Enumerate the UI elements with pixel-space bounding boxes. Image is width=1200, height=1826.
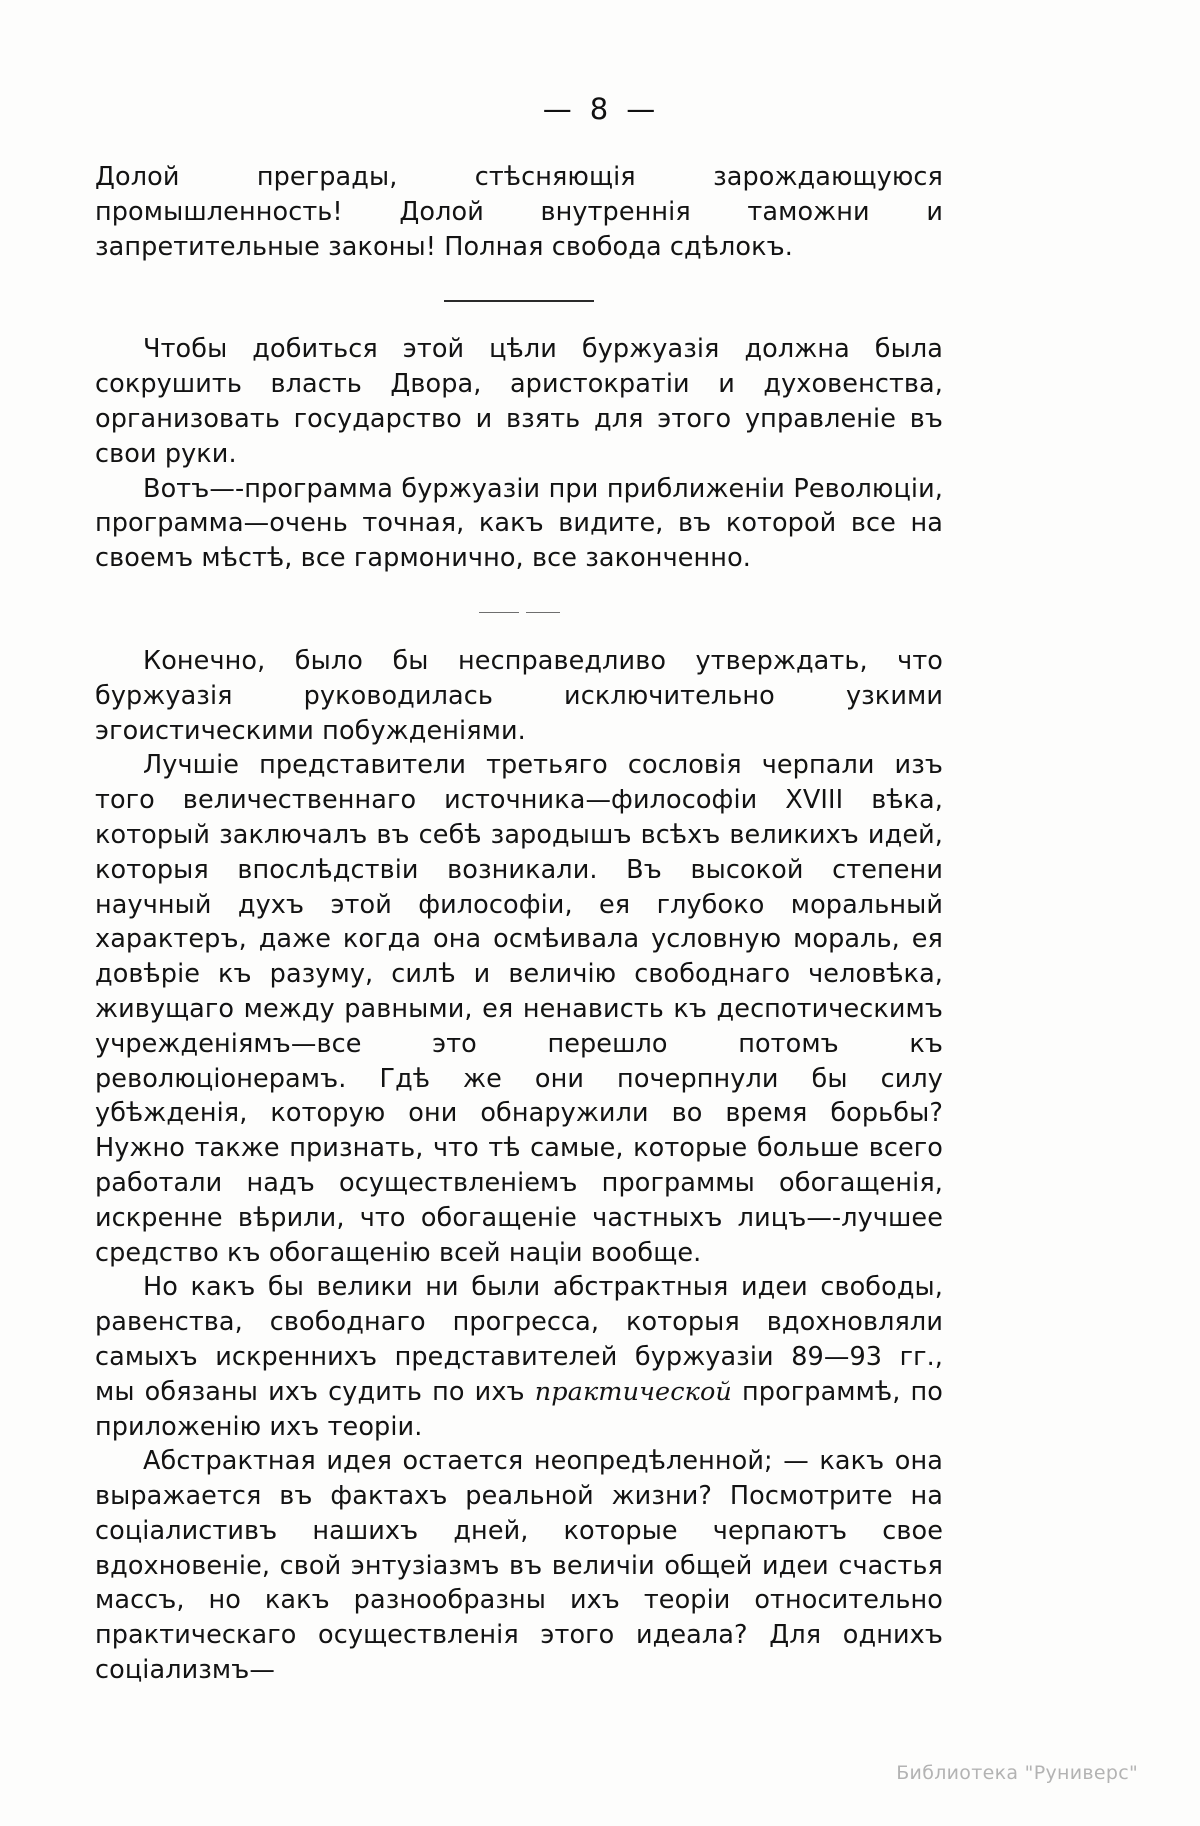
paragraph-third-1: Конечно, было бы несправедливо утверждать, что буржуазія руководилась исключительно узкими эгоистическими побужденіями.: [95, 645, 943, 746]
section-divider-1: [95, 290, 943, 304]
paragraph-block-second: [95, 332, 943, 576]
section-divider-2: [95, 602, 943, 616]
paragraph-block-intro: [95, 160, 943, 264]
page-number-value: 8: [589, 92, 611, 126]
divider-rule-a: [479, 612, 519, 613]
paragraph-third-3-italic: практической: [534, 1376, 732, 1407]
paragraph-second-1: Чтобы добиться этой цѣли буржуазія должна была сокрушить власть Двора, аристократіи и духовенства, организовать государство и взять для этого управленіе въ свои руки.: [95, 334, 943, 469]
page-number-dash-right: —: [626, 92, 658, 126]
paragraph-third-2: Лучшіе представители третьяго сословія черпали изъ того величественнаго источника—философіи XVIII вѣка, который заключалъ въ себѣ зародышъ всѣхъ великихъ идей, которыя впослѣдствіи возникали. Въ высокой степени научный духъ этой философіи, ея глубоко моральный характеръ, даже когда она осмѣивала условную мораль, ея довѣріе къ разуму, силѣ и величію свободнаго человѣка, живущаго между равными, ея ненависть къ деспотическимъ учрежденіямъ—все это перешло потомъ къ революціонерамъ. Гдѣ же они почерпнули бы силу убѣжденія, которую они обнаружили во время борьбы? Нужно также признать, что тѣ самые, которые больше всего работали надъ осуществленіемъ программы обогащенія, искренне вѣрили, что обогащеніе частныхъ лицъ—-лучшее средство къ обогащенію всей націи вообще.: [95, 750, 943, 1268]
paragraph-intro: Долой преграды, стѣсняющія зарождающуюся промышленность! Долой внутреннія таможни и запретительные законы! Полная свобода сдѣлокъ.: [95, 162, 943, 262]
page-number: [0, 92, 1200, 126]
paragraph-third-3-after: программѣ, по приложенію ихъ теоріи.: [95, 1376, 943, 1442]
paragraph-block-third: [95, 644, 943, 1688]
paragraph-second-2: Вотъ—-программа буржуазіи при приближеніи Революціи, программа—очень точная, какъ видите, въ которой все на своемъ мѣстѣ, все гармонично, все законченно.: [95, 473, 943, 574]
paragraph-third-3: [95, 1270, 943, 1444]
page-content: [95, 160, 943, 1688]
paragraph-third-4: Абстрактная идея остается неопредѣленной; — какъ она выражается въ фактахъ реальной жизни? Посмотрите на соціалистивъ нашихъ дней, которые черпаютъ свое вдохновеніе, свой энтузіазмъ въ величіи общей идеи счастья массъ, но какъ разнообразны ихъ теоріи относительно практическаго осуществленія этого идеала? Для однихъ соціализмъ—: [95, 1446, 943, 1686]
paragraph-third-3-before: Но какъ бы велики ни были абстрактныя идеи свободы, равенства, свободнаго прогресса, которыя вдохновляли самыхъ искреннихъ представителей буржуазіи 89—93 гг., мы обязаны ихъ судить по ихъ: [95, 1272, 943, 1407]
page-number-dash-left: —: [542, 92, 574, 126]
divider-rule: [444, 300, 594, 302]
library-watermark: Библиотека "Руниверс": [896, 1762, 1138, 1784]
divider-rule-b: [526, 612, 560, 613]
